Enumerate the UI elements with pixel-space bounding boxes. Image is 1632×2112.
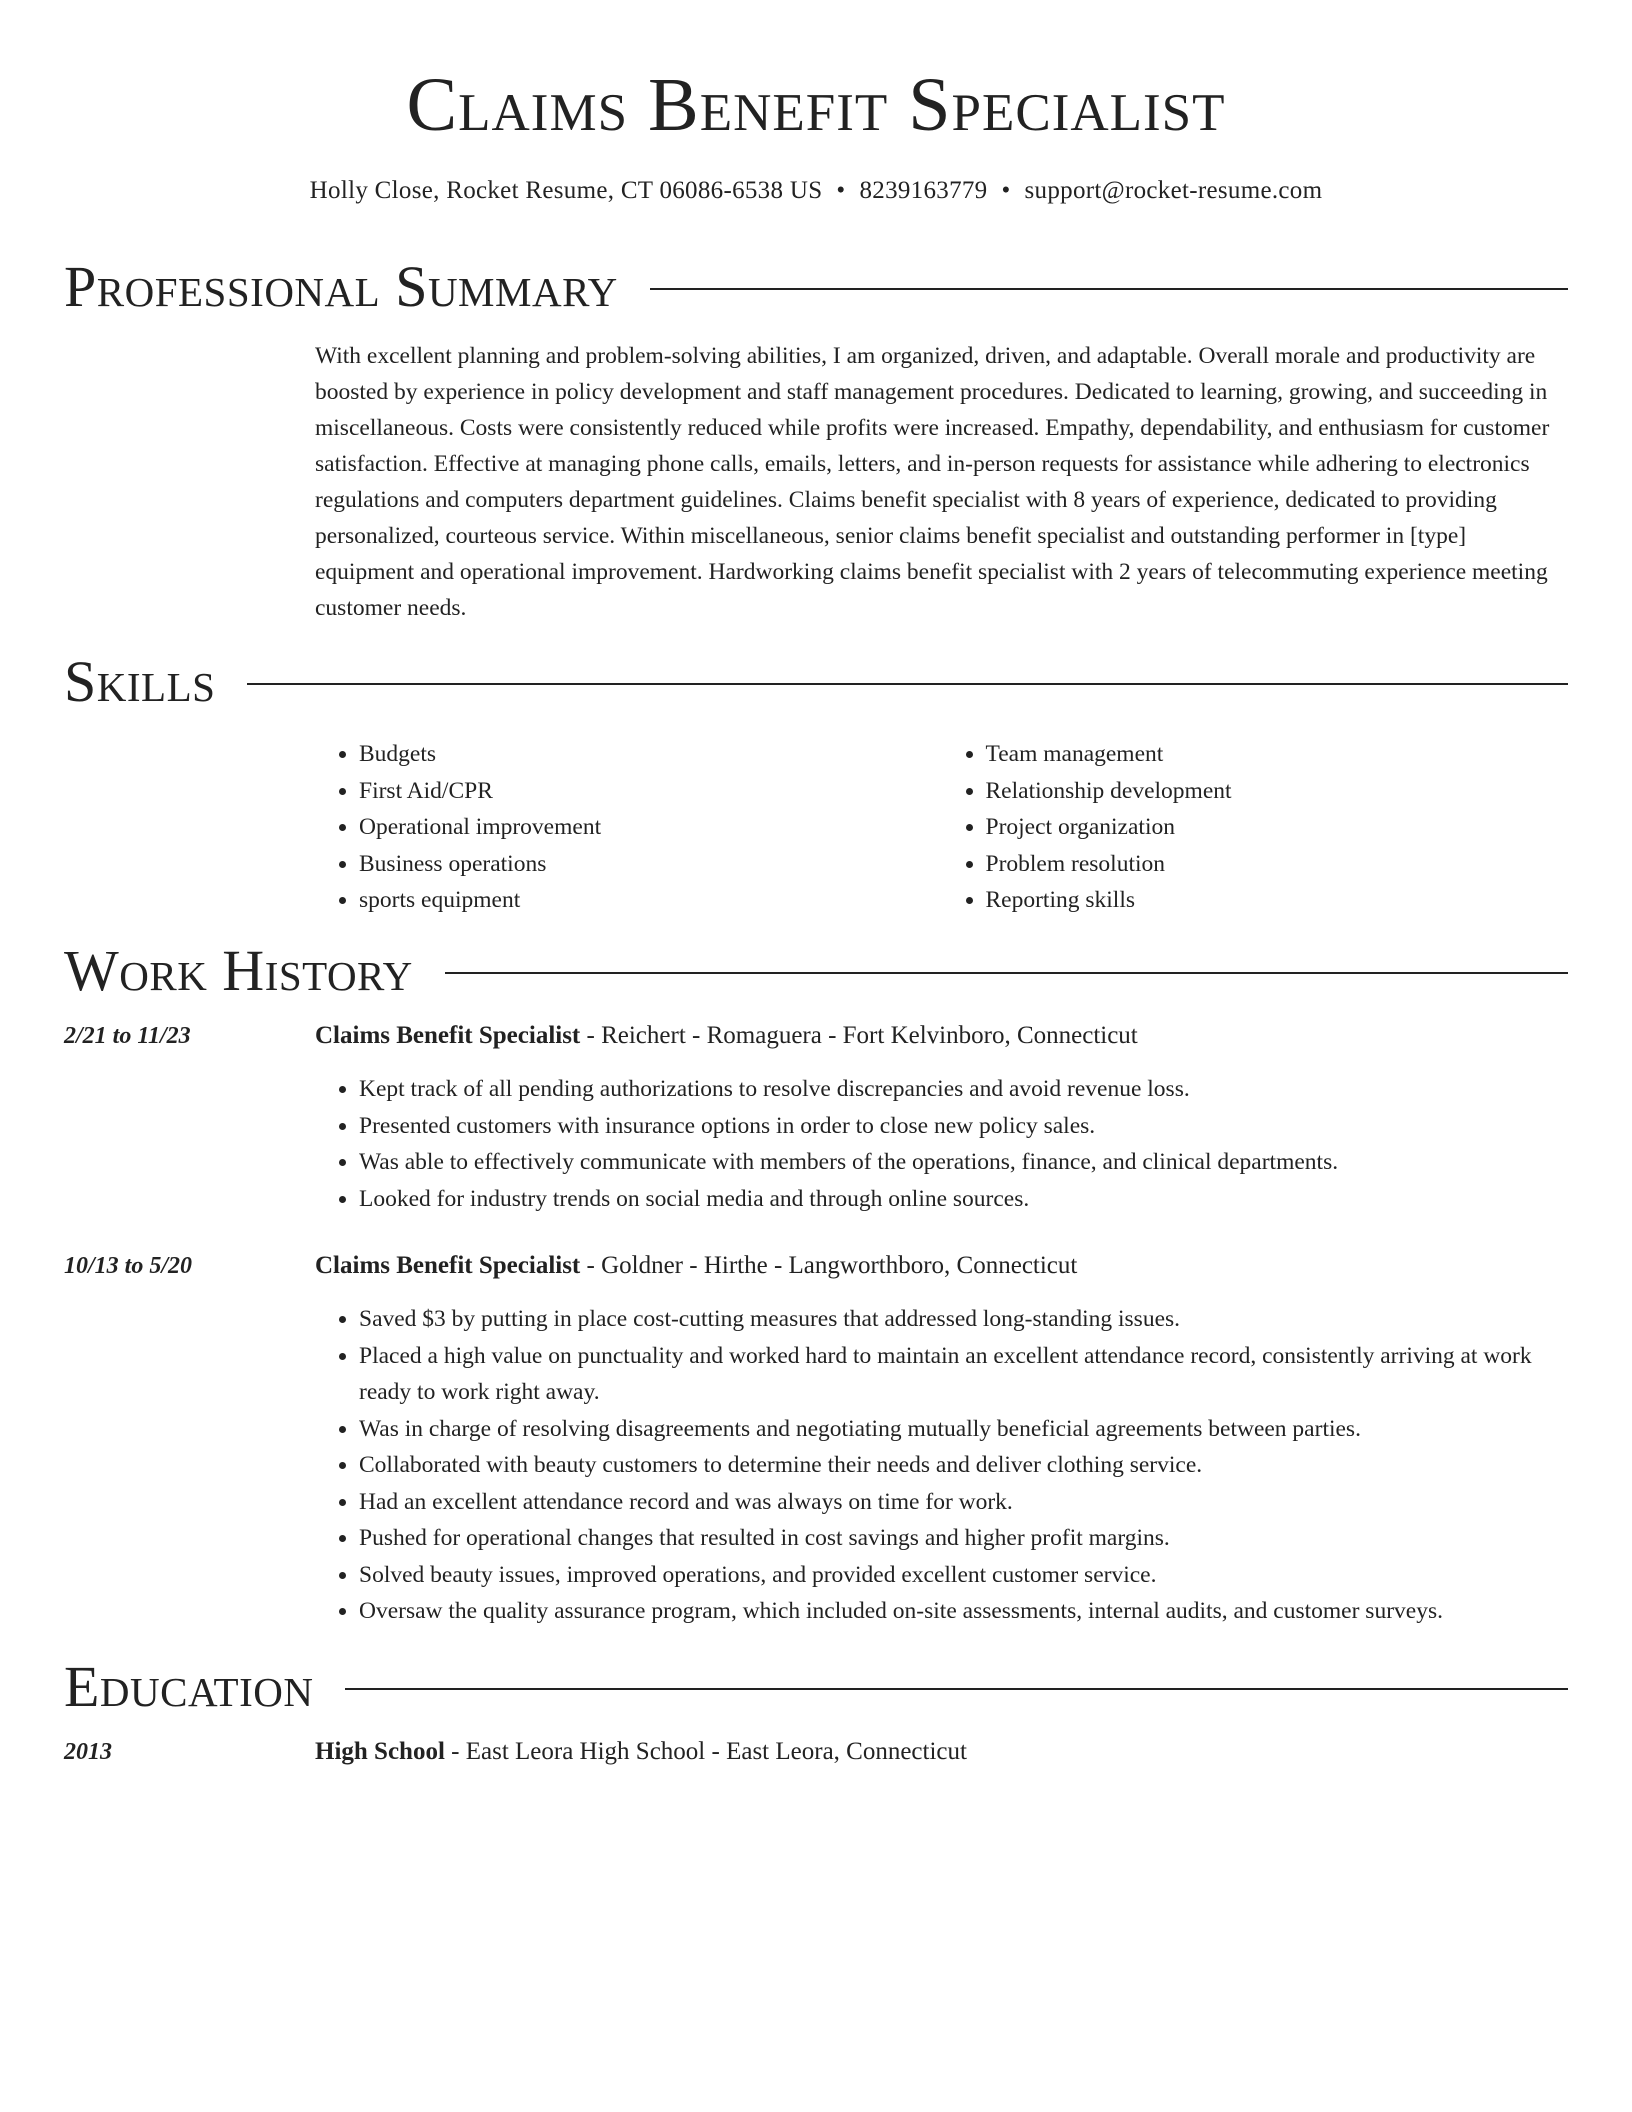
skill-item: • First Aid/CPR [359,773,942,810]
section-divider [445,972,1568,974]
section-divider [247,683,1568,685]
section-divider [345,1688,1568,1690]
skill-item: • Budgets [359,736,942,773]
summary-text: With excellent planning and problem-solving abilities, I am organized, driven, and adaptable. Overall morale and productivity are boosted by experience in policy development and staff management procedures. Dedicated to learning, growing, and succeeding in miscellaneous. Costs were consistently reduced while profits were increased. Empathy, dependability, and enthusiasm for customer satisfaction. Effective at managing phone calls, emails, letters, and in-person requests for assistance while adhering to electronics regulations and computers department guidelines. Claims benefit specialist with 8 years of experience, dedicated to providing personalized, courteous service. Within miscellaneous, senior claims benefit specialist and outstanding performer in [type] equipment and operational improvement. Hardworking claims benefit specialist with 2 years of telecommuting experience meeting customer needs. [315,343,1550,621]
job-employer: - Reichert - Romaguera - Fort Kelvinboro, Connecticut [580,1022,1138,1049]
job-bullet: • Looked for industry trends on social media and through online sources. [359,1181,1568,1218]
skill-item: • Problem resolution [986,846,1569,883]
contact-phone: 8239163779 [859,177,988,204]
job-bullet: • Placed a high value on punctuality and worked hard to maintain an excellent attendance record, consistently arriving at work ready to work right away. [359,1338,1568,1411]
job-bullet: • Was able to effectively communicate with members of the operations, finance, and clinical departments. [359,1144,1568,1181]
section-title: Work History [64,938,413,1003]
section-title: Skills [64,649,216,714]
section-heading-work [64,936,1568,1006]
skill-item: • sports equipment [359,882,942,919]
section-heading-education [64,1652,1568,1722]
job-heading [315,1018,1568,1054]
contact-email: support@rocket-resume.com [1024,177,1323,204]
job-bullets [315,1071,1568,1217]
job-title: Claims Benefit Specialist [315,1022,581,1049]
skills-column-left [315,736,942,919]
skill-item: • Operational improvement [359,809,942,846]
job-bullets [315,1301,1568,1630]
section-title: Professional Summary [64,254,618,319]
job-title: Claims Benefit Specialist [315,1252,581,1279]
section-heading-summary [64,252,1568,322]
job-bullet: • Pushed for operational changes that resulted in cost savings and higher profit margins. [359,1520,1568,1557]
job-bullet: • Oversaw the quality assurance program, which included on-site assessments, internal audits, and customer surveys. [359,1593,1568,1630]
job-bullet: • Solved beauty issues, improved operations, and provided excellent customer service. [359,1557,1568,1594]
job-bullet: • Was in charge of resolving disagreements and negotiating mutually beneficial agreements between parties. [359,1411,1568,1448]
section-heading-skills [64,647,1568,717]
education-school: - East Leora High School - East Leora, Connecticut [444,1738,967,1765]
job-bullet: • Saved $3 by putting in place cost-cutting measures that addressed long-standing issues. [359,1301,1568,1338]
resume-name: Claims Benefit Specialist [406,63,1226,147]
skill-item: • Team management [986,736,1569,773]
job-bullet: • Collaborated with beauty customers to determine their needs and deliver clothing service. [359,1447,1568,1484]
job-bullet: • Had an excellent attendance record and was always on time for work. [359,1484,1568,1521]
contact-separator: • [1001,177,1011,204]
skill-item: • Relationship development [986,773,1569,810]
job-heading [315,1248,1568,1284]
skill-item: • Business operations [359,846,942,883]
job-dates: 2/21 to 11/23 [64,1023,191,1049]
contact-address: Holly Close, Rocket Resume, CT 06086-6538 US [309,177,823,204]
job-bullet: • Presented customers with insurance options in order to close new policy sales. [359,1108,1568,1145]
education-degree: High School [315,1738,445,1765]
section-title: Education [64,1654,314,1719]
skills-column-right [942,736,1569,919]
skills-list [315,736,1568,919]
contact-line [0,174,1632,208]
contact-separator: • [836,177,846,204]
job-employer: - Goldner - Hirthe - Langworthboro, Connecticut [580,1252,1078,1279]
job-bullet: • Kept track of all pending authorizations to resolve discrepancies and avoid revenue loss. [359,1071,1568,1108]
job-dates: 10/13 to 5/20 [64,1253,193,1279]
education-year: 2013 [64,1739,112,1765]
skill-item: • Reporting skills [986,882,1569,919]
education-heading [315,1734,1568,1770]
skill-item: • Project organization [986,809,1569,846]
section-divider [650,288,1568,290]
